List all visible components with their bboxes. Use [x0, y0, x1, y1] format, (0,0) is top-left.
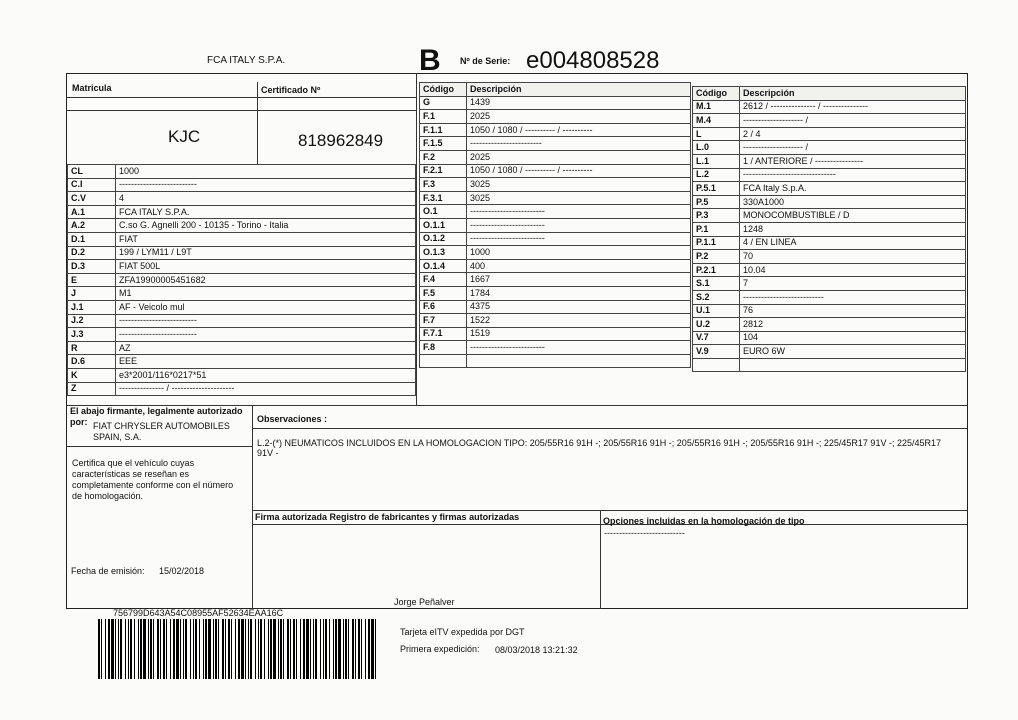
field-value: ------------------------- — [467, 341, 691, 355]
divider — [257, 110, 416, 111]
options-heading: Opciones incluidas en la homologación de tipo — [603, 516, 805, 526]
field-row — [693, 358, 966, 372]
field-value: ------------------------- — [467, 232, 691, 246]
field-row — [693, 263, 966, 277]
field-row — [420, 286, 691, 300]
matricula-label: Matricula — [72, 83, 112, 93]
field-code: L — [693, 127, 740, 141]
barcode — [98, 619, 379, 679]
field-value: 4375 — [467, 300, 691, 314]
field-code: J.3 — [68, 328, 116, 342]
description-header: Descripción — [467, 83, 691, 97]
field-row — [68, 314, 416, 328]
field-code: G — [420, 96, 467, 110]
first-issue-label: Primera expedición: — [400, 644, 480, 654]
field-value: 2 / 4 — [740, 127, 966, 141]
field-value: AZ — [116, 341, 416, 355]
field-value: -------------------- / — [740, 114, 966, 128]
field-row — [420, 123, 691, 137]
signer-heading: El abajo firmante, legalmente autorizado por: — [70, 406, 243, 427]
barcode-text: 756799D643A54C08955AF52634EAA16C — [113, 608, 284, 618]
right-fields-table — [692, 86, 966, 372]
field-code: P.2.1 — [693, 263, 740, 277]
divider — [257, 97, 416, 98]
field-code: M.1 — [693, 100, 740, 114]
field-row — [693, 114, 966, 128]
field-row — [693, 168, 966, 182]
field-code: F.6 — [420, 300, 467, 314]
field-row — [68, 246, 416, 260]
divider — [252, 428, 967, 429]
field-value: 4 / EN LINEA — [740, 236, 966, 250]
field-row — [693, 236, 966, 250]
first-issue-value: 08/03/2018 13:21:32 — [495, 645, 578, 655]
field-value: -------------------- / — [740, 141, 966, 155]
field-row — [68, 232, 416, 246]
field-code: P.5 — [693, 195, 740, 209]
field-row — [693, 345, 966, 359]
field-row — [420, 246, 691, 260]
field-code: V.7 — [693, 331, 740, 345]
divider — [252, 510, 967, 511]
field-value: FIAT — [116, 232, 416, 246]
field-value: 330A1000 — [740, 195, 966, 209]
field-value: -------------------------- — [116, 178, 416, 192]
field-code: K — [68, 368, 116, 382]
field-code: J — [68, 287, 116, 301]
field-value: 1050 / 1080 / ---------- / ---------- — [467, 164, 691, 178]
issue-date-value: 15/02/2018 — [159, 566, 205, 576]
field-code: Z — [68, 382, 116, 396]
field-row — [693, 290, 966, 304]
field-row — [68, 300, 416, 314]
form-letter: B — [419, 44, 441, 77]
field-row — [68, 341, 416, 355]
field-row — [68, 287, 416, 301]
description-header: Descripción — [740, 87, 966, 101]
tarjeta-text: Tarjeta eITV expedida por DGT — [400, 627, 525, 637]
field-code: L.2 — [693, 168, 740, 182]
divider — [67, 446, 252, 447]
field-value: 1667 — [467, 273, 691, 287]
field-value: 199 / LYM11 / L9T — [116, 246, 416, 260]
field-value: EURO 6W — [740, 345, 966, 359]
divider — [67, 110, 257, 111]
field-row — [693, 195, 966, 209]
field-value: AF - Veicolo mul — [116, 300, 416, 314]
field-code — [693, 358, 740, 372]
field-value: 2812 — [740, 318, 966, 332]
field-code: F.7 — [420, 314, 467, 328]
field-value: EEE — [116, 355, 416, 369]
field-code: D.3 — [68, 260, 116, 274]
field-row — [693, 304, 966, 318]
field-code: D.6 — [68, 355, 116, 369]
field-row — [693, 318, 966, 332]
field-row — [420, 232, 691, 246]
field-value: 2025 — [467, 110, 691, 124]
field-code: O.1.2 — [420, 232, 467, 246]
field-value: 4 — [116, 192, 416, 206]
field-code: J.2 — [68, 314, 116, 328]
field-value: 1522 — [467, 314, 691, 328]
field-row — [693, 127, 966, 141]
field-code: M.4 — [693, 114, 740, 128]
divider — [257, 82, 258, 164]
field-row — [420, 137, 691, 151]
field-value: 2612 / --------------- / --------------- — [740, 100, 966, 114]
field-row — [420, 300, 691, 314]
field-code: P.1 — [693, 222, 740, 236]
field-row — [693, 141, 966, 155]
field-row — [68, 219, 416, 233]
field-value: 1000 — [116, 165, 416, 179]
field-value: -------------------------- — [116, 328, 416, 342]
observations-line2: 91V - — [257, 448, 279, 458]
serial-number: e004808528 — [526, 47, 660, 74]
field-value: 1439 — [467, 96, 691, 110]
field-row — [420, 191, 691, 205]
field-value: MONOCOMBUSTIBLE / D — [740, 209, 966, 223]
field-row — [420, 150, 691, 164]
field-code: C.V — [68, 192, 116, 206]
divider — [600, 510, 601, 609]
signer-company-line2: SPAIN, S.A. — [93, 432, 142, 442]
field-row — [68, 192, 416, 206]
field-value: 1784 — [467, 286, 691, 300]
field-code: F.1 — [420, 110, 467, 124]
field-code: U.1 — [693, 304, 740, 318]
field-row — [68, 205, 416, 219]
field-code: F.3 — [420, 178, 467, 192]
field-value: FIAT 500L — [116, 260, 416, 274]
certification-text: Certifica que el vehículo cuyas características se reseñan es completamente conforme con el número de homologación. — [72, 458, 234, 501]
field-code: F.2.1 — [420, 164, 467, 178]
field-row — [693, 154, 966, 168]
divider — [416, 73, 417, 405]
field-row — [420, 314, 691, 328]
field-code: F.5 — [420, 286, 467, 300]
field-row — [68, 368, 416, 382]
field-code: E — [68, 273, 116, 287]
field-value: C.so G. Agnelli 200 - 10135 - Torino - Italia — [116, 219, 416, 233]
field-row — [420, 327, 691, 341]
field-value: ------------------------- — [467, 218, 691, 232]
field-code: S.2 — [693, 290, 740, 304]
left-fields-table — [67, 164, 416, 396]
field-code: CL — [68, 165, 116, 179]
field-row — [68, 178, 416, 192]
field-value — [467, 354, 691, 368]
field-code: L.1 — [693, 154, 740, 168]
field-code: O.1.1 — [420, 218, 467, 232]
field-code: O.1.4 — [420, 259, 467, 273]
field-row — [420, 354, 691, 368]
field-row — [693, 250, 966, 264]
field-row — [693, 182, 966, 196]
field-code — [420, 354, 467, 368]
field-value: --------------------------- — [740, 290, 966, 304]
field-value: --------------- / --------------------- — [116, 382, 416, 396]
field-code: S.1 — [693, 277, 740, 291]
field-value: 104 — [740, 331, 966, 345]
field-code: F.7.1 — [420, 327, 467, 341]
signer-company-line1: FIAT CHRYSLER AUTOMOBILES — [93, 421, 230, 431]
field-value: M1 — [116, 287, 416, 301]
field-value: FCA Italy S.p.A. — [740, 182, 966, 196]
field-row — [693, 222, 966, 236]
field-code: U.2 — [693, 318, 740, 332]
field-row — [68, 260, 416, 274]
field-value: ZFA19900005451682 — [116, 273, 416, 287]
field-value: 2025 — [467, 150, 691, 164]
field-row — [693, 277, 966, 291]
field-value: 76 — [740, 304, 966, 318]
field-value: ------------------------------- — [740, 168, 966, 182]
divider — [67, 97, 257, 98]
field-value: ------------------------- — [467, 205, 691, 219]
field-code: D.1 — [68, 232, 116, 246]
field-row — [420, 273, 691, 287]
field-value: 3025 — [467, 191, 691, 205]
field-value: 400 — [467, 259, 691, 273]
field-value: e3*2001/116*0217*51 — [116, 368, 416, 382]
divider — [252, 405, 253, 609]
observations-heading: Observaciones : — [257, 414, 328, 424]
signature-heading: Firma autorizada Registro de fabricantes y firmas autorizadas — [255, 512, 520, 522]
field-code: C.I — [68, 178, 116, 192]
field-row — [693, 100, 966, 114]
field-row — [420, 218, 691, 232]
field-code: R — [68, 341, 116, 355]
matricula-value: KJC — [168, 127, 201, 146]
field-row — [420, 164, 691, 178]
field-code: A.2 — [68, 219, 116, 233]
field-code: P.3 — [693, 209, 740, 223]
signer-name: Jorge Peñalver — [394, 597, 455, 607]
field-code: F.8 — [420, 341, 467, 355]
field-row — [420, 341, 691, 355]
field-row — [420, 259, 691, 273]
serial-label: Nº de Serie: — [460, 56, 511, 66]
field-value: -------------------------- — [116, 314, 416, 328]
certificado-label: Certificado Nº — [261, 85, 321, 95]
field-row — [68, 382, 416, 396]
field-value: 1 / ANTERIORE / ---------------- — [740, 154, 966, 168]
field-row — [693, 209, 966, 223]
field-row — [68, 355, 416, 369]
field-row — [68, 165, 416, 179]
field-value: 1248 — [740, 222, 966, 236]
field-code: F.1.5 — [420, 137, 467, 151]
field-row — [68, 273, 416, 287]
field-code: J.1 — [68, 300, 116, 314]
field-value: 7 — [740, 277, 966, 291]
field-code: F.4 — [420, 273, 467, 287]
field-code: O.1.3 — [420, 246, 467, 260]
code-header: Código — [420, 83, 467, 97]
field-row — [420, 110, 691, 124]
field-value: 70 — [740, 250, 966, 264]
field-code: P.2 — [693, 250, 740, 264]
field-code: P.1.1 — [693, 236, 740, 250]
field-code: D.2 — [68, 246, 116, 260]
field-code: F.2 — [420, 150, 467, 164]
field-value: 1519 — [467, 327, 691, 341]
field-code: L.0 — [693, 141, 740, 155]
field-code: V.9 — [693, 345, 740, 359]
field-code: P.5.1 — [693, 182, 740, 196]
options-value: --------------------------- — [604, 528, 685, 538]
field-value: 3025 — [467, 178, 691, 192]
field-row — [420, 205, 691, 219]
field-code: F.3.1 — [420, 191, 467, 205]
field-code: A.1 — [68, 205, 116, 219]
field-code: O.1 — [420, 205, 467, 219]
field-value: ------------------------ — [467, 137, 691, 151]
certificado-value: 818962849 — [298, 131, 384, 150]
middle-fields-table — [419, 82, 691, 368]
field-value: 1000 — [467, 246, 691, 260]
field-value: 10.04 — [740, 263, 966, 277]
field-value — [740, 358, 966, 372]
field-value: FCA ITALY S.P.A. — [116, 205, 416, 219]
code-header: Código — [693, 87, 740, 101]
issue-date-label: Fecha de emisión: — [71, 566, 145, 576]
company-name: FCA ITALY S.P.A. — [207, 55, 286, 66]
field-row — [420, 96, 691, 110]
observations-line1: L.2-(*) NEUMATICOS INCLUIDOS EN LA HOMOLOGACION TIPO: 205/55R16 91H -; 205/55R16 91H -; 205/55R16 91H -; 205/55R16 91H -; 225/45R17 91V -; 225/45R17 — [257, 438, 941, 448]
field-code: F.1.1 — [420, 123, 467, 137]
field-value: 1050 / 1080 / ---------- / ---------- — [467, 123, 691, 137]
field-row — [693, 331, 966, 345]
field-row — [420, 178, 691, 192]
field-row — [68, 328, 416, 342]
